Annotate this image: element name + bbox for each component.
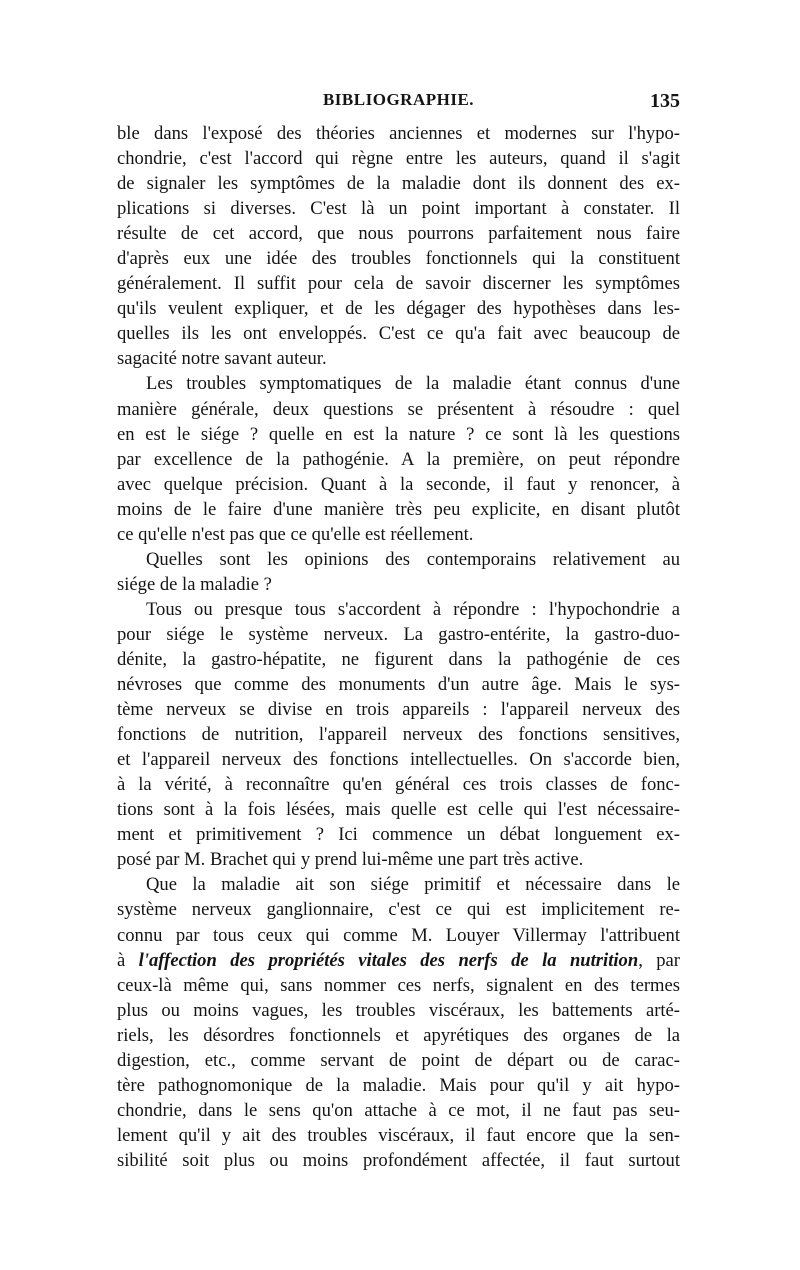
- emphasized-phrase: l'affection des propriétés vitales des nerfs de la nutrition: [138, 949, 639, 971]
- text-line: Tous ou presque tous s'accordent à répondre : l'hypochondrie a: [146, 598, 680, 620]
- text-line: Que la maladie ait son siége primitif et nécessaire dans le: [146, 874, 680, 896]
- text-line: plications si diverses. C'est là un point important à constater. Il: [117, 198, 680, 220]
- text-line: quelles ils les ont enveloppés. C'est ce qu'a fait avec beaucoup de: [117, 323, 680, 345]
- text-line: ceux-là même qui, sans nommer ces nerfs, signalent en des termes: [117, 974, 680, 996]
- text-line: système nerveux ganglionnaire, c'est ce qui est implicitement re-: [117, 899, 680, 921]
- text-line: sagacité notre savant auteur.: [117, 348, 327, 370]
- text-line: plus ou moins vagues, les troubles viscéraux, les battements arté-: [117, 999, 680, 1021]
- page-number: 135: [650, 90, 680, 112]
- text-line: posé par M. Brachet qui y prend lui-même une part très active.: [117, 849, 584, 871]
- text-line: sibilité soit plus ou moins profondément affectée, il faut surtout: [117, 1149, 680, 1171]
- text-line: ble dans l'exposé des théories anciennes et modernes sur l'hypo-: [117, 123, 680, 144]
- text-line: ment et primitivement ? Ici commence un débat longuement ex-: [117, 824, 680, 846]
- text-line: Quelles sont les opinions des contemporains relativement au: [146, 548, 680, 570]
- text-line: résulte de cet accord, que nous pourrons parfaitement nous faire: [117, 223, 680, 245]
- text-line: par excellence de la pathogénie. A la première, on peut répondre: [117, 448, 680, 470]
- text-line: lement qu'il y ait des troubles viscéraux, il faut encore que la sen-: [117, 1124, 680, 1146]
- text-line: riels, les désordres fonctionnels et apyrétiques des organes de la: [117, 1024, 680, 1046]
- text-line: siége de la maladie ?: [117, 573, 272, 595]
- text-line: digestion, etc., comme servant de point de départ ou de carac-: [117, 1049, 680, 1071]
- text-line: connu par tous ceux qui comme M. Louyer Villermay l'attribuent: [117, 924, 680, 946]
- text-line: à la vérité, à reconnaître qu'en général ces trois classes de fonc-: [117, 774, 680, 796]
- text-line: chondrie, c'est l'accord qui règne entre les auteurs, quand il s'agit: [117, 148, 680, 170]
- text-line-emphasis: [117, 948, 680, 973]
- text-line: manière générale, deux questions se présentent à résoudre : quel: [117, 398, 680, 420]
- text-line: fonctions de nutrition, l'appareil nerveux des fonctions sensitives,: [117, 724, 680, 746]
- text-line: tème nerveux se divise en trois appareils : l'appareil nerveux des: [117, 699, 680, 721]
- body-text: [117, 121, 680, 1173]
- text-line: qu'ils veulent expliquer, et de les dégager des hypothèses dans les-: [117, 298, 680, 320]
- text-segment: , par: [638, 949, 680, 971]
- text-segment: à: [117, 949, 139, 971]
- text-line: tions sont à la fois lésées, mais quelle est celle qui l'est nécessaire-: [117, 799, 680, 821]
- text-line: de signaler les symptômes de la maladie dont ils donnent des ex-: [117, 173, 680, 195]
- text-line: ce qu'elle n'est pas que ce qu'elle est réellement.: [117, 523, 474, 545]
- running-head: [117, 90, 680, 118]
- text-line: moins de le faire d'une manière très peu explicite, en disant plutôt: [117, 498, 680, 520]
- running-title: BIBLIOGRAPHIE.: [322, 90, 475, 109]
- text-line: généralement. Il suffit pour cela de savoir discerner les symptômes: [117, 273, 680, 295]
- text-line: dénite, la gastro-hépatite, ne figurent dans la pathogénie de ces: [117, 648, 680, 670]
- text-line: chondrie, dans le sens qu'on attache à ce mot, il ne faut pas seu-: [117, 1099, 680, 1121]
- text-line: en est le siége ? quelle en est la nature ? ce sont là les questions: [117, 423, 680, 445]
- text-line: tère pathognomonique de la maladie. Mais pour qu'il y ait hypo-: [117, 1074, 680, 1096]
- text-line: et l'appareil nerveux des fonctions intellectuelles. On s'accorde bien,: [117, 749, 680, 771]
- text-line: névroses que comme des monuments d'un autre âge. Mais le sys-: [117, 674, 680, 696]
- text-line: Les troubles symptomatiques de la maladie étant connus d'une: [146, 373, 680, 395]
- text-line: pour siége le système nerveux. La gastro-entérite, la gastro-duo-: [117, 623, 680, 645]
- text-line: d'après eux une idée des troubles fonctionnels qui la constituent: [117, 248, 680, 270]
- text-line: avec quelque précision. Quant à la seconde, il faut y renoncer, à: [117, 473, 680, 495]
